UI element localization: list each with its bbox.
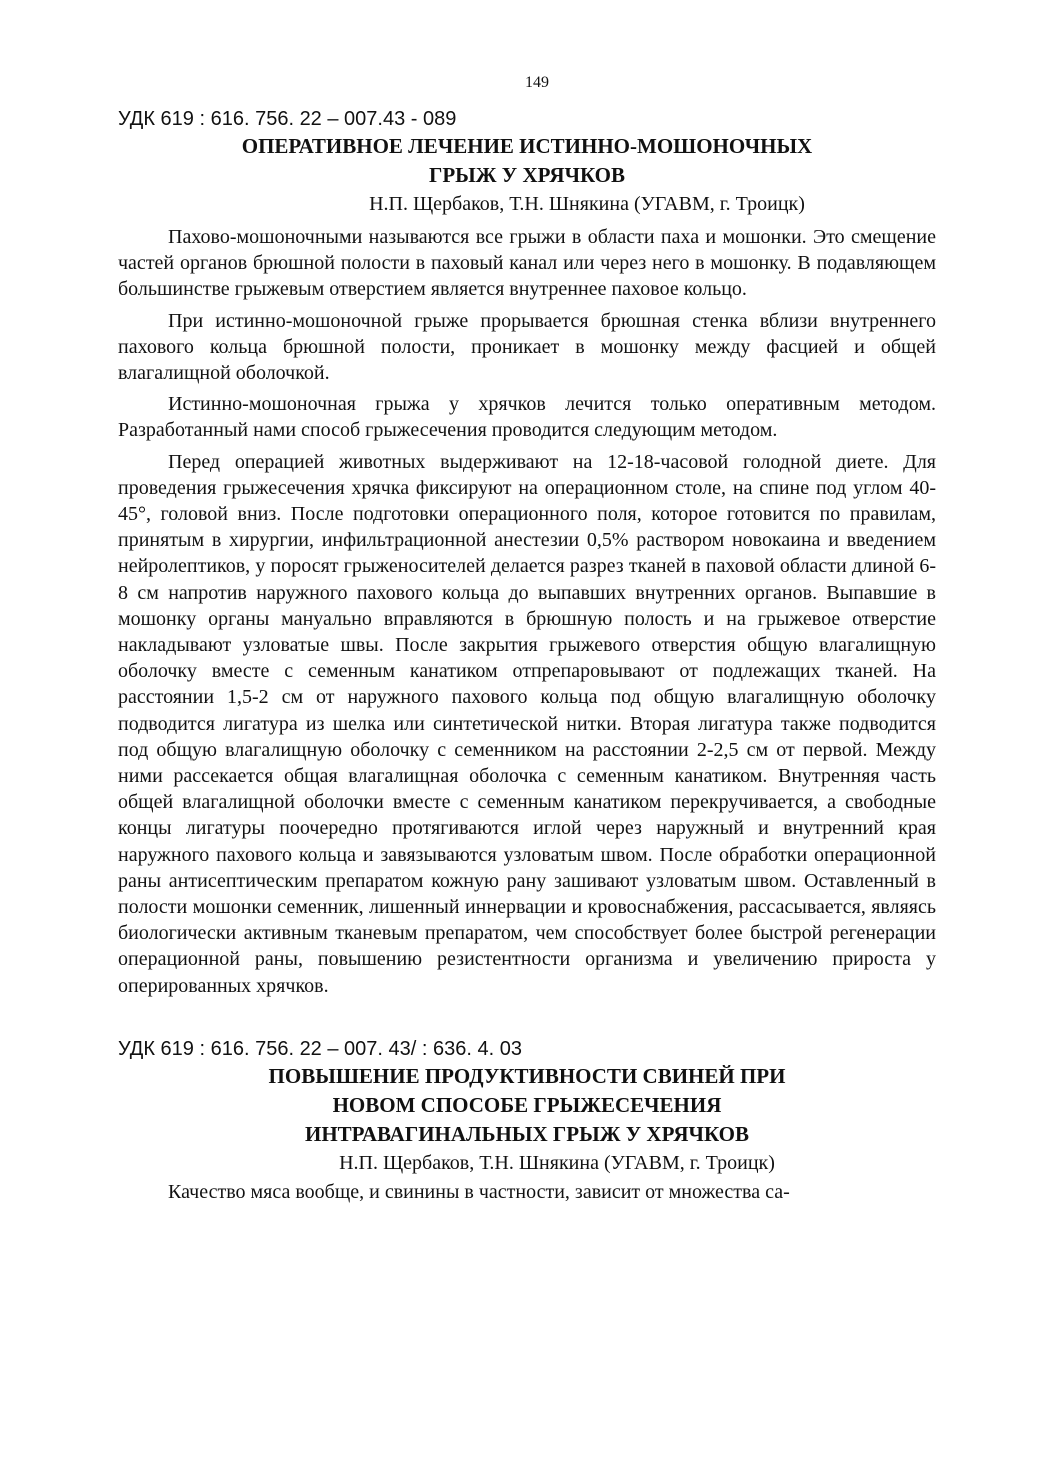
document-page	[118, 72, 936, 1210]
article-2-title-line-2: НОВОМ СПОСОБЕ ГРЫЖЕСЕЧЕНИЯ	[332, 1092, 722, 1117]
article-1-title-line-1: ОПЕРАТИВНОЕ ЛЕЧЕНИЕ ИСТИННО-МОШОНОЧНЫХ	[241, 134, 813, 158]
article-1	[118, 106, 936, 999]
article-2-udc: УДК 619 : 616. 756. 22 – 007. 43/ : 636. 4. 03	[118, 1037, 522, 1060]
article-1-paragraph: Пахово-мошоночными называются все грыжи в области паха и мошонки. Это смещение частей органов брюшной полости в паховый канал или через него в мошонку. В подавляющем большинстве грыжевым отверстием является внутреннее паховое кольцо.	[118, 226, 936, 301]
article-1-paragraph: При истинно-мошоночной грыже прорывается брюшная стенка вблизи внутреннего пахового кольца брюшной полости, проникает в мошонку между фасцией и общей влагалищной оболочкой.	[118, 309, 936, 385]
article-1-udc: УДК 619 : 616. 756. 22 – 007.43 - 089	[118, 108, 457, 130]
article-2	[118, 1036, 936, 1205]
page-number: 149	[525, 74, 549, 91]
article-2-first-line: Качество мяса вообще, и свинины в частности, зависит от множества са-	[168, 1180, 790, 1203]
article-1-paragraph: Перед операцией животных выдерживают на 12-18-часовой голодной диете. Для проведения грыжесечения хрячка фиксируют на операционном столе, на спине под углом 40-45°, головой вниз. После подготовки операционного поля, которое готовится по правилам, принятым в хирургии, инфильтрационной анестезии 0,5% раствором новокаина и введением нейролептиков, у поросят грыженосителей делается разрез тканей в паховой области длиной 6-8 см напротив наружного пахового кольца до выпавших внутренних органов. Выпавшие в мошонку органы мануально вправляются в брюшную полость и на грыжевое отверстие накладывают узловатые швы. После закрытия грыжевого отверстия общую влагалищную оболочку вместе с семенным канатиком отпрепаровывают от подлежащих тканей. На расстоянии 1,5-2 см от наружного пахового кольца под общую влагалищную оболочку подводится лигатура из шелка или синтетической нитки. Вторая лигатура также подводится под общую влагалищную оболочку с семенником на расстоянии 2-2,5 см от первой. Между ними рассекается общая влагалищная оболочка с семенным канатиком. Внутренняя часть общей влагалищной оболочки вместе с семенным канатиком перекручивается, а свободные концы лигатуры поочередно протягиваются иглой через наружный и внутренний края наружного пахового кольца и завязываются узловатым швом. После обработки операционной раны антисептическим препаратом кожную рану зашивают узловатым швом. Оставленный в полости мошонки семенник, лишенный иннервации и кровоснабжения, рассасывается, являясь биологически активным тканевым препаратом, чем способствует более быстрой регенерации операционной раны, повышению резистентности организма и увеличению прироста у оперированных хрячков.	[118, 450, 936, 997]
article-1-title-line-2: ГРЫЖ У ХРЯЧКОВ	[428, 163, 626, 187]
article-1-authors: Н.П. Щербаков, Т.Н. Шнякина (УГАВМ, г. Троицк)	[369, 193, 805, 215]
article-2-title-line-3: ИНТРАВАГИНАЛЬНЫХ ГРЫЖ У ХРЯЧКОВ	[305, 1121, 749, 1146]
article-2-title-line-1: ПОВЫШЕНИЕ ПРОДУКТИВНОСТИ СВИНЕЙ ПРИ	[268, 1063, 786, 1088]
section-gap	[118, 1004, 936, 1030]
article-2-authors: Н.П. Щербаков, Т.Н. Шнякина (УГАВМ, г. Троицк)	[339, 1151, 775, 1174]
article-1-paragraph: Истинно-мошоночная грыжа у хрячков лечится только оперативным методом. Разработанный нами способ грыжесечения проводится следующим методом.	[118, 393, 936, 442]
